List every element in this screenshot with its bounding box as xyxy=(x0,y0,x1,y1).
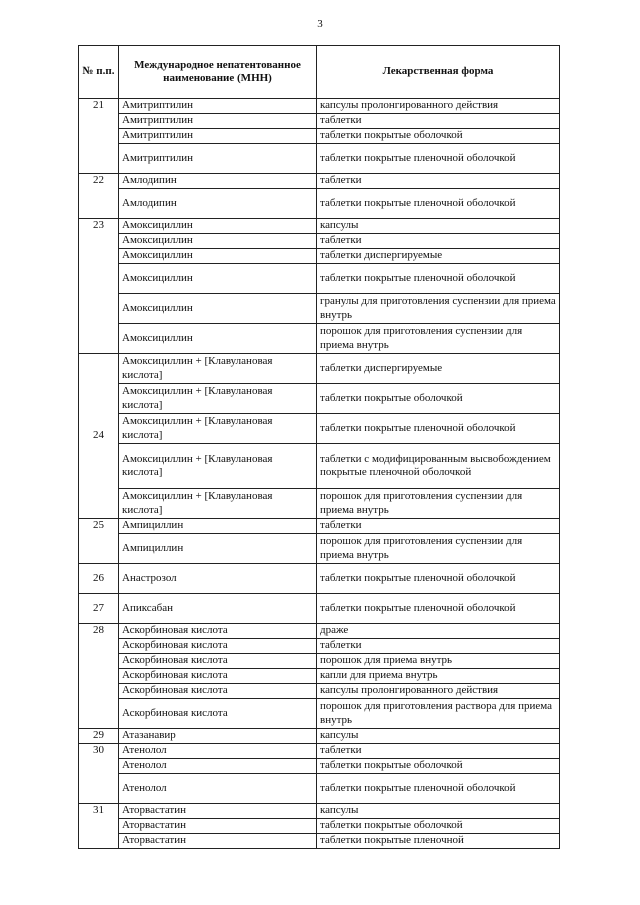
dosage-form: таблетки покрытые пленочной оболочкой xyxy=(317,144,560,174)
page-number: 3 xyxy=(317,18,323,30)
inn-name: Аскорбиновая кислота xyxy=(119,699,317,729)
inn-name: Апиксабан xyxy=(119,594,317,624)
table-row xyxy=(79,654,560,669)
inn-name: Амоксициллин xyxy=(119,234,317,249)
inn-name: Аторвастатин xyxy=(119,834,317,849)
dosage-form: порошок для приготовления суспензии для приема внутрь xyxy=(317,324,560,354)
dosage-form: капсулы xyxy=(317,729,560,744)
inn-name: Аскорбиновая кислота xyxy=(119,669,317,684)
dosage-form: порошок для приготовления суспензии для приема внутрь xyxy=(317,534,560,564)
header-inn: Международное непатентованное наименование (МНН) xyxy=(119,46,317,99)
inn-name: Аскорбиновая кислота xyxy=(119,639,317,654)
table-row xyxy=(79,414,560,444)
dosage-form: таблетки покрытые пленочной оболочкой xyxy=(317,774,560,804)
row-number: 24 xyxy=(79,354,119,519)
inn-name: Аторвастатин xyxy=(119,819,317,834)
table-row xyxy=(79,114,560,129)
inn-name: Амоксициллин xyxy=(119,264,317,294)
dosage-form: таблетки xyxy=(317,519,560,534)
table-row xyxy=(79,129,560,144)
table-row xyxy=(79,699,560,729)
row-number: 26 xyxy=(79,564,119,594)
row-number: 22 xyxy=(79,174,119,219)
table-row xyxy=(79,759,560,774)
table-row xyxy=(79,729,560,744)
inn-name: Амитриптилин xyxy=(119,114,317,129)
inn-name: Амоксициллин + [Клавулановая кислота] xyxy=(119,444,317,489)
dosage-form: гранулы для приготовления суспензии для приема внутрь xyxy=(317,294,560,324)
table-row xyxy=(79,639,560,654)
table-row xyxy=(79,99,560,114)
table-row xyxy=(79,774,560,804)
row-number: 29 xyxy=(79,729,119,744)
inn-name: Амоксициллин + [Клавулановая кислота] xyxy=(119,354,317,384)
row-number: 28 xyxy=(79,624,119,729)
table-row xyxy=(79,564,560,594)
inn-name: Аскорбиновая кислота xyxy=(119,654,317,669)
row-number: 21 xyxy=(79,99,119,174)
row-number: 23 xyxy=(79,219,119,354)
dosage-form: таблетки покрытые пленочной xyxy=(317,834,560,849)
inn-name: Ампициллин xyxy=(119,519,317,534)
table-row xyxy=(79,834,560,849)
dosage-form: таблетки диспергируемые xyxy=(317,354,560,384)
dosage-form: капсулы xyxy=(317,219,560,234)
table-row xyxy=(79,624,560,639)
table-row xyxy=(79,684,560,699)
table-row xyxy=(79,594,560,624)
dosage-form: капсулы xyxy=(317,804,560,819)
dosage-form: таблетки покрытые пленочной оболочкой xyxy=(317,414,560,444)
dosage-form: таблетки покрытые оболочкой xyxy=(317,759,560,774)
dosage-form: таблетки xyxy=(317,639,560,654)
table-row xyxy=(79,489,560,519)
table-row xyxy=(79,804,560,819)
inn-name: Амоксициллин xyxy=(119,324,317,354)
inn-name: Амитриптилин xyxy=(119,144,317,174)
table-row xyxy=(79,354,560,384)
inn-name: Амоксициллин + [Клавулановая кислота] xyxy=(119,414,317,444)
dosage-form: таблетки покрытые пленочной оболочкой xyxy=(317,264,560,294)
dosage-form: таблетки покрытые пленочной оболочкой xyxy=(317,189,560,219)
dosage-form: драже xyxy=(317,624,560,639)
inn-name: Амоксициллин xyxy=(119,249,317,264)
inn-name: Атенолол xyxy=(119,744,317,759)
table-row xyxy=(79,744,560,759)
inn-name: Амоксициллин xyxy=(119,219,317,234)
table-row xyxy=(79,234,560,249)
inn-name: Амоксициллин + [Клавулановая кислота] xyxy=(119,489,317,519)
inn-name: Амитриптилин xyxy=(119,129,317,144)
inn-name: Аскорбиновая кислота xyxy=(119,624,317,639)
table-row xyxy=(79,249,560,264)
inn-name: Атенолол xyxy=(119,759,317,774)
table-row xyxy=(79,534,560,564)
dosage-form: таблетки диспергируемые xyxy=(317,249,560,264)
inn-name: Амитриптилин xyxy=(119,99,317,114)
inn-name: Атазанавир xyxy=(119,729,317,744)
inn-name: Аскорбиновая кислота xyxy=(119,684,317,699)
dosage-form: таблетки покрытые оболочкой xyxy=(317,819,560,834)
dosage-form: капсулы пролонгированного действия xyxy=(317,99,560,114)
header-row xyxy=(79,46,560,99)
table-row xyxy=(79,189,560,219)
header-num: № п.п. xyxy=(79,46,119,99)
table-row xyxy=(79,219,560,234)
table-row xyxy=(79,294,560,324)
row-number: 31 xyxy=(79,804,119,849)
dosage-form: таблетки покрытые пленочной оболочкой xyxy=(317,564,560,594)
table-row xyxy=(79,324,560,354)
dosage-form: капсулы пролонгированного действия xyxy=(317,684,560,699)
dosage-form: порошок для приема внутрь xyxy=(317,654,560,669)
dosage-form: таблетки xyxy=(317,234,560,249)
inn-name: Ампициллин xyxy=(119,534,317,564)
table-row xyxy=(79,264,560,294)
header-form: Лекарственная форма xyxy=(317,46,560,99)
inn-name: Анастрозол xyxy=(119,564,317,594)
inn-name: Аторвастатин xyxy=(119,804,317,819)
dosage-form: таблетки xyxy=(317,744,560,759)
dosage-form: таблетки покрытые пленочной оболочкой xyxy=(317,594,560,624)
drug-table xyxy=(78,45,560,849)
table-body xyxy=(79,99,560,849)
inn-name: Амлодипин xyxy=(119,174,317,189)
dosage-form: таблетки покрытые оболочкой xyxy=(317,384,560,414)
table-row xyxy=(79,819,560,834)
table-row xyxy=(79,444,560,489)
dosage-form: таблетки покрытые оболочкой xyxy=(317,129,560,144)
row-number: 25 xyxy=(79,519,119,564)
dosage-form: порошок для приготовления раствора для приема внутрь xyxy=(317,699,560,729)
dosage-form: порошок для приготовления суспензии для приема внутрь xyxy=(317,489,560,519)
inn-name: Амоксициллин + [Клавулановая кислота] xyxy=(119,384,317,414)
table-row xyxy=(79,144,560,174)
row-number: 27 xyxy=(79,594,119,624)
table-row xyxy=(79,669,560,684)
table-row xyxy=(79,174,560,189)
inn-name: Амлодипин xyxy=(119,189,317,219)
row-number: 30 xyxy=(79,744,119,804)
dosage-form: таблетки xyxy=(317,114,560,129)
table-row xyxy=(79,384,560,414)
dosage-form: таблетки xyxy=(317,174,560,189)
inn-name: Амоксициллин xyxy=(119,294,317,324)
inn-name: Атенолол xyxy=(119,774,317,804)
dosage-form: таблетки с модифицированным высвобождением покрытые пленочной оболочкой xyxy=(317,444,560,489)
dosage-form: капли для приема внутрь xyxy=(317,669,560,684)
table-row xyxy=(79,519,560,534)
